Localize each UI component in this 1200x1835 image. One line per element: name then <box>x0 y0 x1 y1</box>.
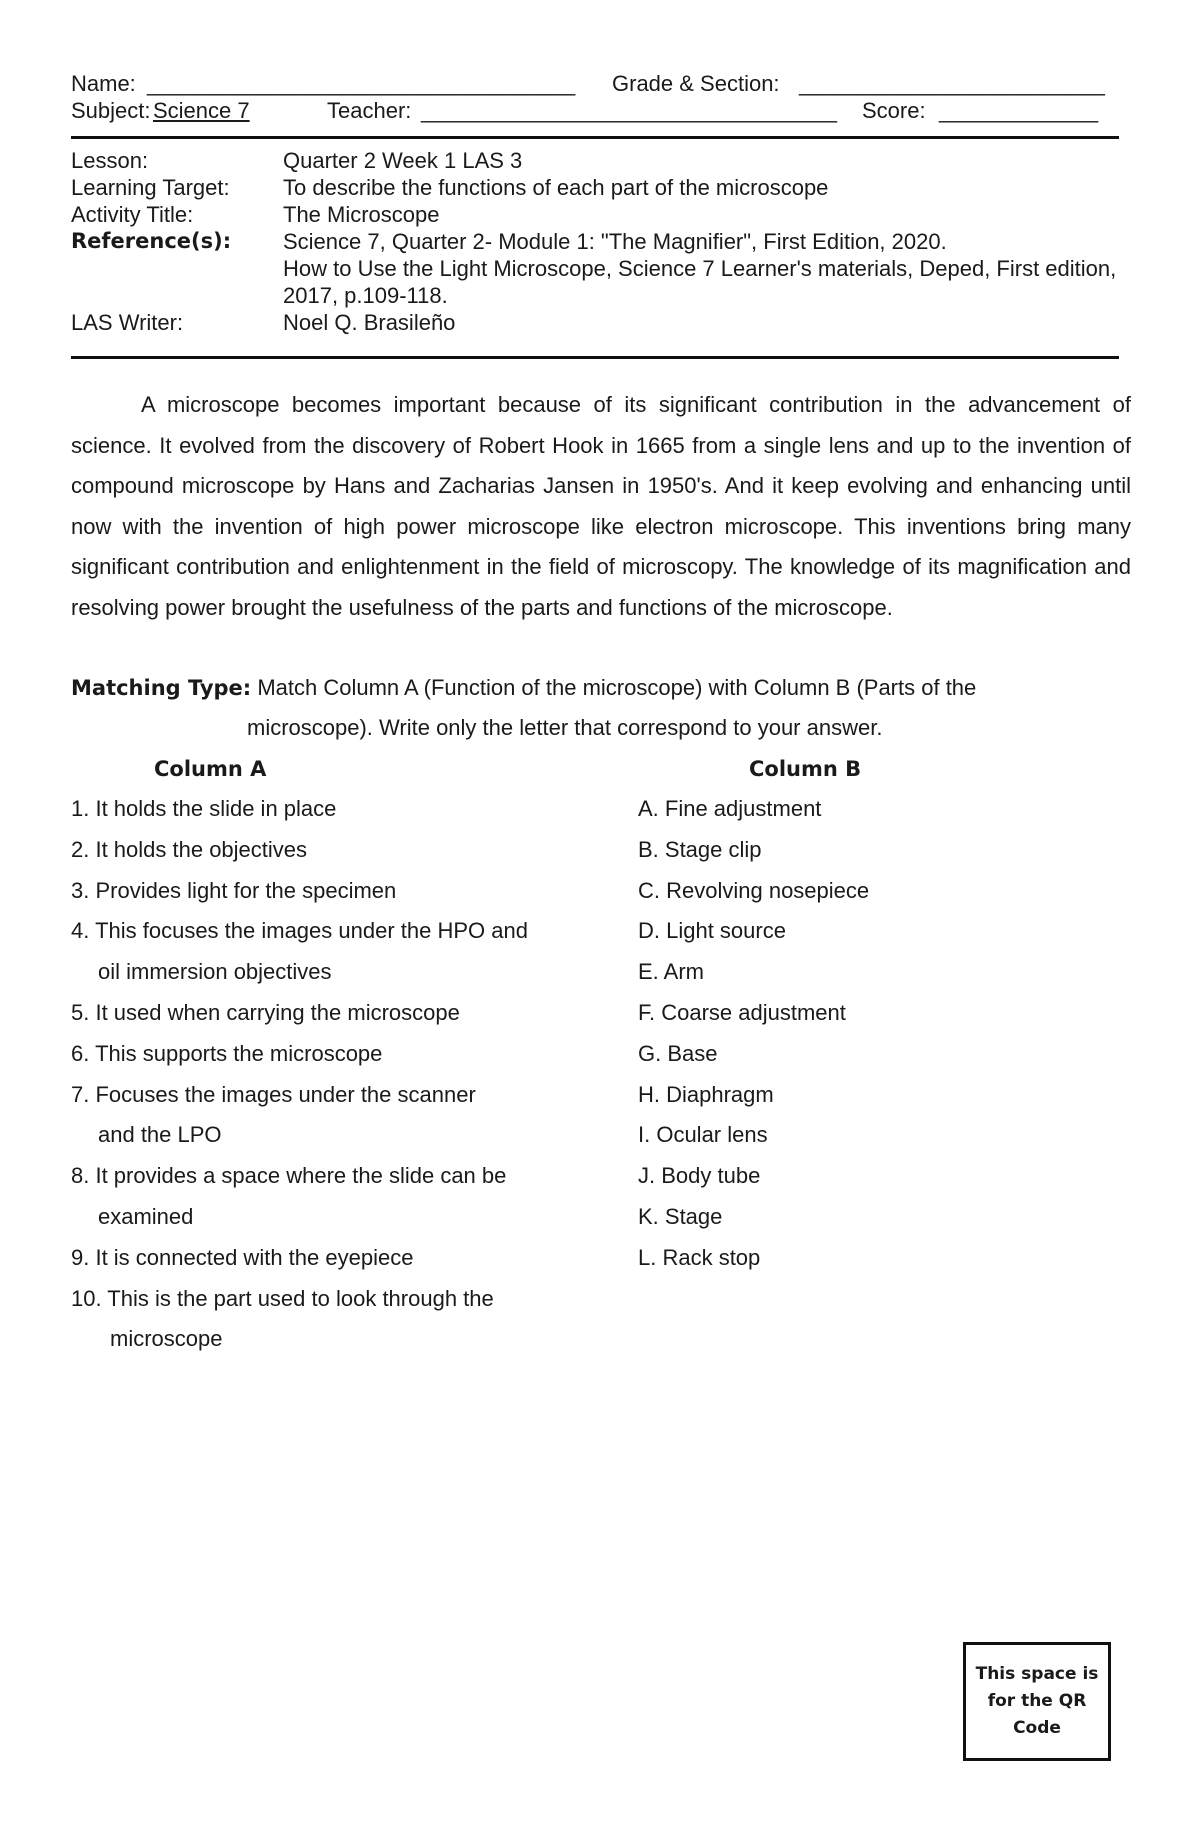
score-blank[interactable]: _____________ <box>939 98 1099 123</box>
instructions-text-1: Match Column A (Function of the microscope) with Column B (Parts of the <box>251 675 977 700</box>
reference-value <box>283 228 1131 309</box>
column-b-item: G. Base <box>638 1040 718 1066</box>
reference-label: Reference(s): <box>71 229 232 253</box>
name-label: Name: <box>71 71 136 96</box>
lesson-value: Quarter 2 Week 1 LAS 3 <box>283 148 523 173</box>
matching-type-label: Matching Type: <box>71 676 252 700</box>
intro-paragraph: A microscope becomes important because of its significant contribution in the advancement of science. It evolved from the discovery of Robert Hook in 1665 from a single lens and up to the invention of compound microscope by Hans and Zacharias Jansen in 1950's. And it keep evolving and enhancing until now with the invention of high power microscope like electron microscope. This inventions bring many significant contribution and enlightenment in the field of microscopy. The knowledge of its magnification and resolving power brought the usefulness of the parts and functions of the microscope. <box>71 392 1131 620</box>
column-a-title: Column A <box>154 757 267 781</box>
las-writer-row <box>71 309 1131 336</box>
column-b-item: K. Stage <box>638 1203 723 1229</box>
column-b-item: E. Arm <box>638 959 705 985</box>
teacher-blank[interactable]: __________________________________ <box>421 98 838 123</box>
column-a-item: 9. It is connected with the eyepiece <box>71 1244 414 1270</box>
bottom-divider <box>71 356 1119 359</box>
lesson-info <box>71 147 1131 336</box>
column-b <box>638 749 1118 1279</box>
reference-2: How to Use the Light Microscope, Science 7 Learner's materials, Deped, First edition, 2017, p.109-118. <box>283 256 1117 308</box>
column-b-item: L. Rack stop <box>638 1244 761 1270</box>
learning-target-label: Learning Target: <box>71 175 230 200</box>
top-divider <box>71 136 1119 139</box>
column-a-item: 2. It holds the objectives <box>71 836 308 862</box>
activity-title-label: Activity Title: <box>71 202 194 227</box>
las-writer-label: LAS Writer: <box>71 310 184 335</box>
worksheet-page <box>71 70 1131 1352</box>
learning-target-value: To describe the functions of each part of the microscope <box>283 175 829 200</box>
qr-code-placeholder <box>963 1642 1111 1761</box>
column-b-item: C. Revolving nosepiece <box>638 877 870 903</box>
matching-instructions <box>71 668 1131 747</box>
qr-text-line-3: Code <box>1013 1718 1061 1738</box>
teacher-label: Teacher: <box>327 98 412 123</box>
column-a-item: 1. It holds the slide in place <box>71 796 337 821</box>
qr-text-line-1: This space is <box>975 1664 1099 1684</box>
grade-section-blank[interactable]: _________________________ <box>799 71 1105 96</box>
column-a-item: 4. This focuses the images under the HPO and oil immersion objectives <box>71 918 528 985</box>
column-b-item: B. Stage clip <box>638 836 762 862</box>
column-b-item: I. Ocular lens <box>638 1122 768 1148</box>
las-writer-value: Noel Q. Brasileño <box>283 310 456 335</box>
column-a-item: 3. Provides light for the specimen <box>71 877 397 903</box>
column-a-item: 10. This is the part used to look through the microscope <box>71 1285 494 1352</box>
subject-value: Science 7 <box>153 98 250 123</box>
column-b-item: D. Light source <box>638 918 786 944</box>
grade-section-label: Grade & Section: <box>612 71 780 96</box>
reference-1: Science 7, Quarter 2- Module 1: "The Magnifier", First Edition, 2020. <box>283 229 947 254</box>
subject-label: Subject: <box>71 98 151 123</box>
activity-title-row <box>71 201 1131 228</box>
activity-title-value: The Microscope <box>283 202 440 227</box>
column-a-item: 5. It used when carrying the microscope <box>71 999 460 1025</box>
learning-target-row <box>71 174 1131 201</box>
header-row-1 <box>71 70 1131 97</box>
header-row-2 <box>71 97 1131 124</box>
column-a <box>71 749 631 1360</box>
column-b-item: J. Body tube <box>638 1163 761 1189</box>
column-b-item: A. Fine adjustment <box>638 796 822 821</box>
instructions-text-2: microscope). Write only the letter that correspond to your answer. <box>247 715 883 740</box>
name-blank[interactable]: ___________________________________ <box>147 71 576 96</box>
lesson-row <box>71 147 1131 174</box>
column-b-title: Column B <box>749 757 862 781</box>
score-label: Score: <box>862 98 926 123</box>
lesson-label: Lesson: <box>71 148 149 173</box>
reference-row <box>71 228 1131 309</box>
column-b-item: F. Coarse adjustment <box>638 999 846 1025</box>
column-a-item: 7. Focuses the images under the scanner and the LPO <box>71 1081 476 1148</box>
qr-text-line-2: for the QR <box>987 1691 1087 1711</box>
column-b-item: H. Diaphragm <box>638 1081 774 1107</box>
column-a-item: 8. It provides a space where the slide can be examined <box>71 1163 507 1229</box>
column-a-item: 6. This supports the microscope <box>71 1040 383 1066</box>
